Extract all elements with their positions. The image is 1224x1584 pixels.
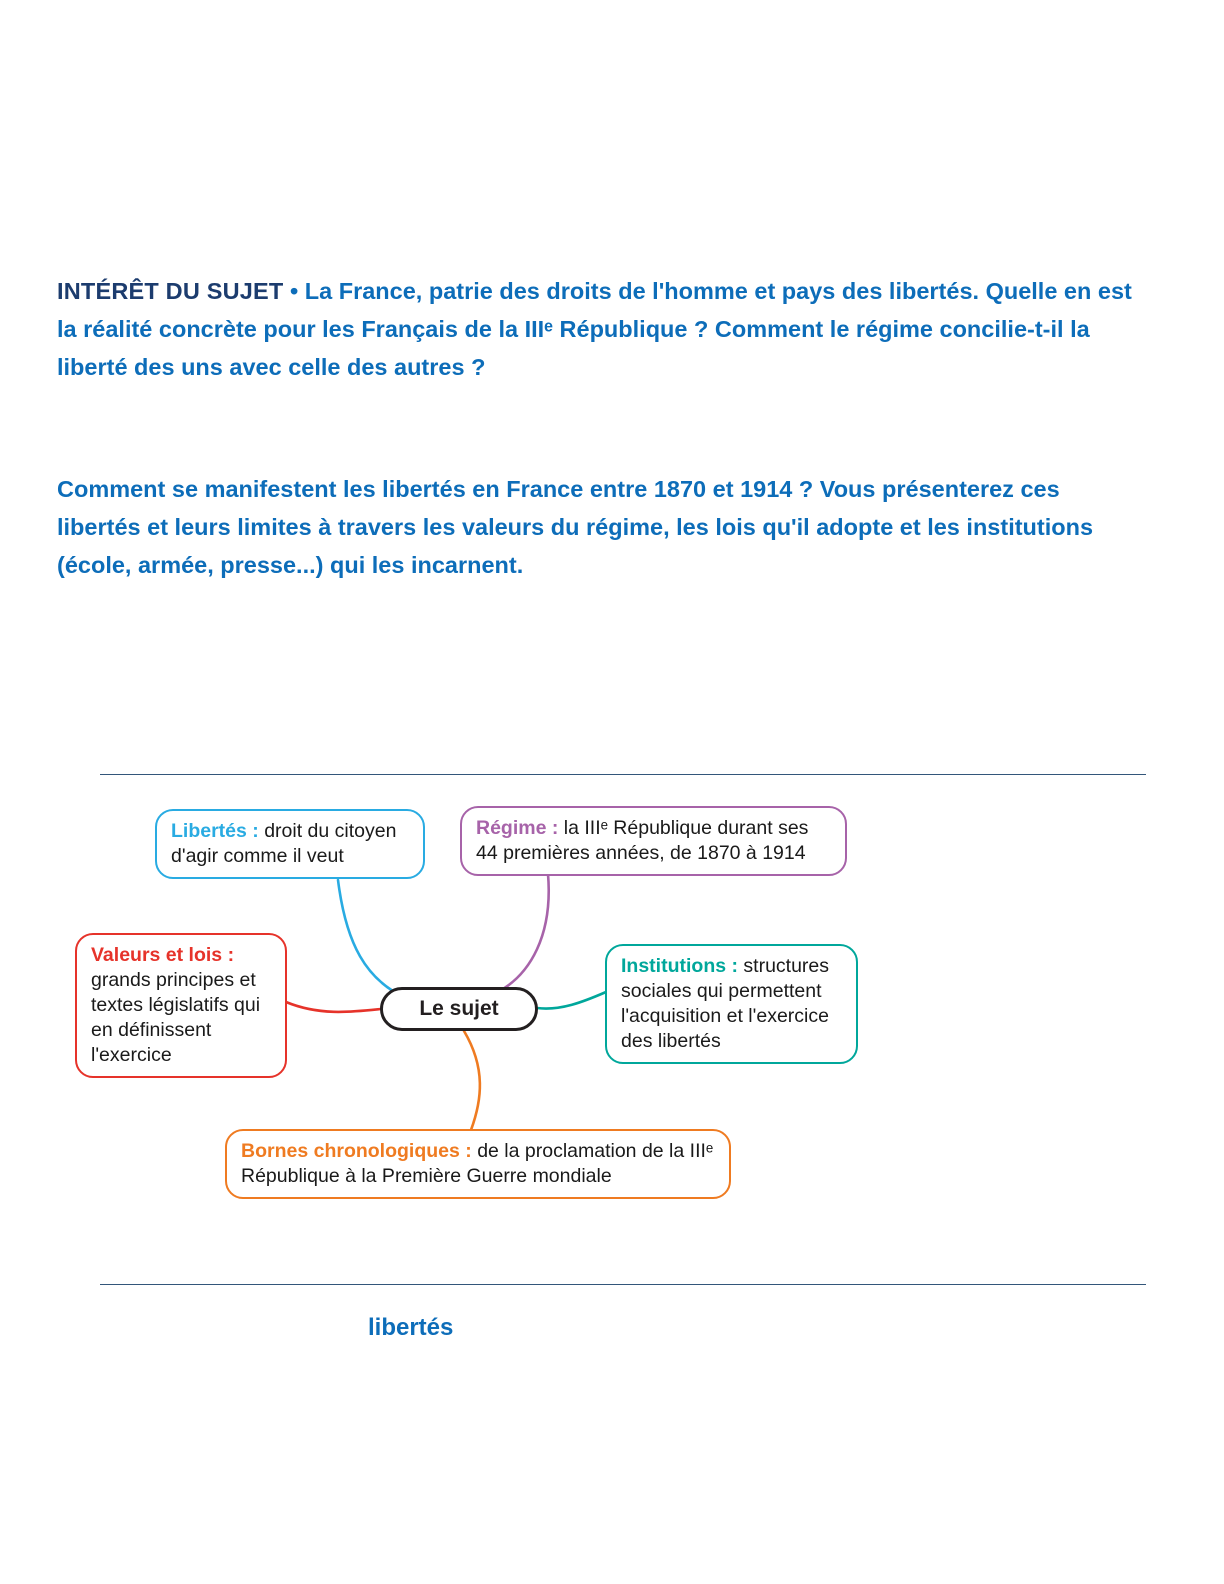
node-regime-term: Régime : [476, 817, 559, 839]
keyword-libertes: libertés [368, 1314, 454, 1341]
node-valeurs-definition: grands principes et textes législatifs qui en définissent l'exercice [91, 969, 261, 1066]
connector-valeurs [286, 1002, 381, 1012]
node-institutions-term: Institutions : [621, 955, 738, 977]
connector-regime [496, 874, 549, 993]
connector-bornes [464, 1031, 480, 1130]
node-regime [460, 806, 847, 876]
node-regime-definition: la IIIᵉ République durant ses 44 premières années, de 1870 à 1914 [476, 817, 809, 864]
divider-bottom [100, 1284, 1146, 1285]
node-libertes [155, 809, 425, 879]
node-bornes [225, 1129, 731, 1199]
interest-text: La France, patrie des droits de l'homme et pays des libertés. Quelle en est la réalité concrète pour les Français de la IIIᵉ République ? Comment le régime concilie-t-il la liberté des uns avec celle des autres ? [57, 278, 1132, 380]
node-libertes-definition: droit du citoyen d'agir comme il veut [171, 820, 397, 867]
connector-libertes [338, 880, 406, 998]
interest-paragraph [57, 272, 1145, 386]
node-valeurs [75, 933, 287, 1078]
node-institutions-definition: structures sociales qui permettent l'acquisition et l'exercice des libertés [621, 955, 830, 1052]
node-center-subject: Le sujet [380, 987, 538, 1031]
interest-label: INTÉRÊT DU SUJET [57, 278, 284, 304]
node-valeurs-term: Valeurs et lois : [91, 944, 235, 966]
node-bornes-term: Bornes chronologiques : [241, 1140, 472, 1162]
node-bornes-definition: de la proclamation de la IIIᵉ République à la Première Guerre mondiale [241, 1140, 714, 1187]
node-libertes-term: Libertés : [171, 820, 259, 842]
node-institutions [605, 944, 858, 1064]
subject-question: Comment se manifestent les libertés en France entre 1870 et 1914 ? Vous présenterez ces libertés et leurs limites à travers les valeurs du régime, les lois qu'il adopte et les institutions (école, armée, presse...) qui les incarnent. [57, 476, 1094, 578]
bullet-separator: • [290, 278, 299, 304]
divider-top [100, 774, 1146, 775]
connector-institutions [537, 992, 606, 1009]
